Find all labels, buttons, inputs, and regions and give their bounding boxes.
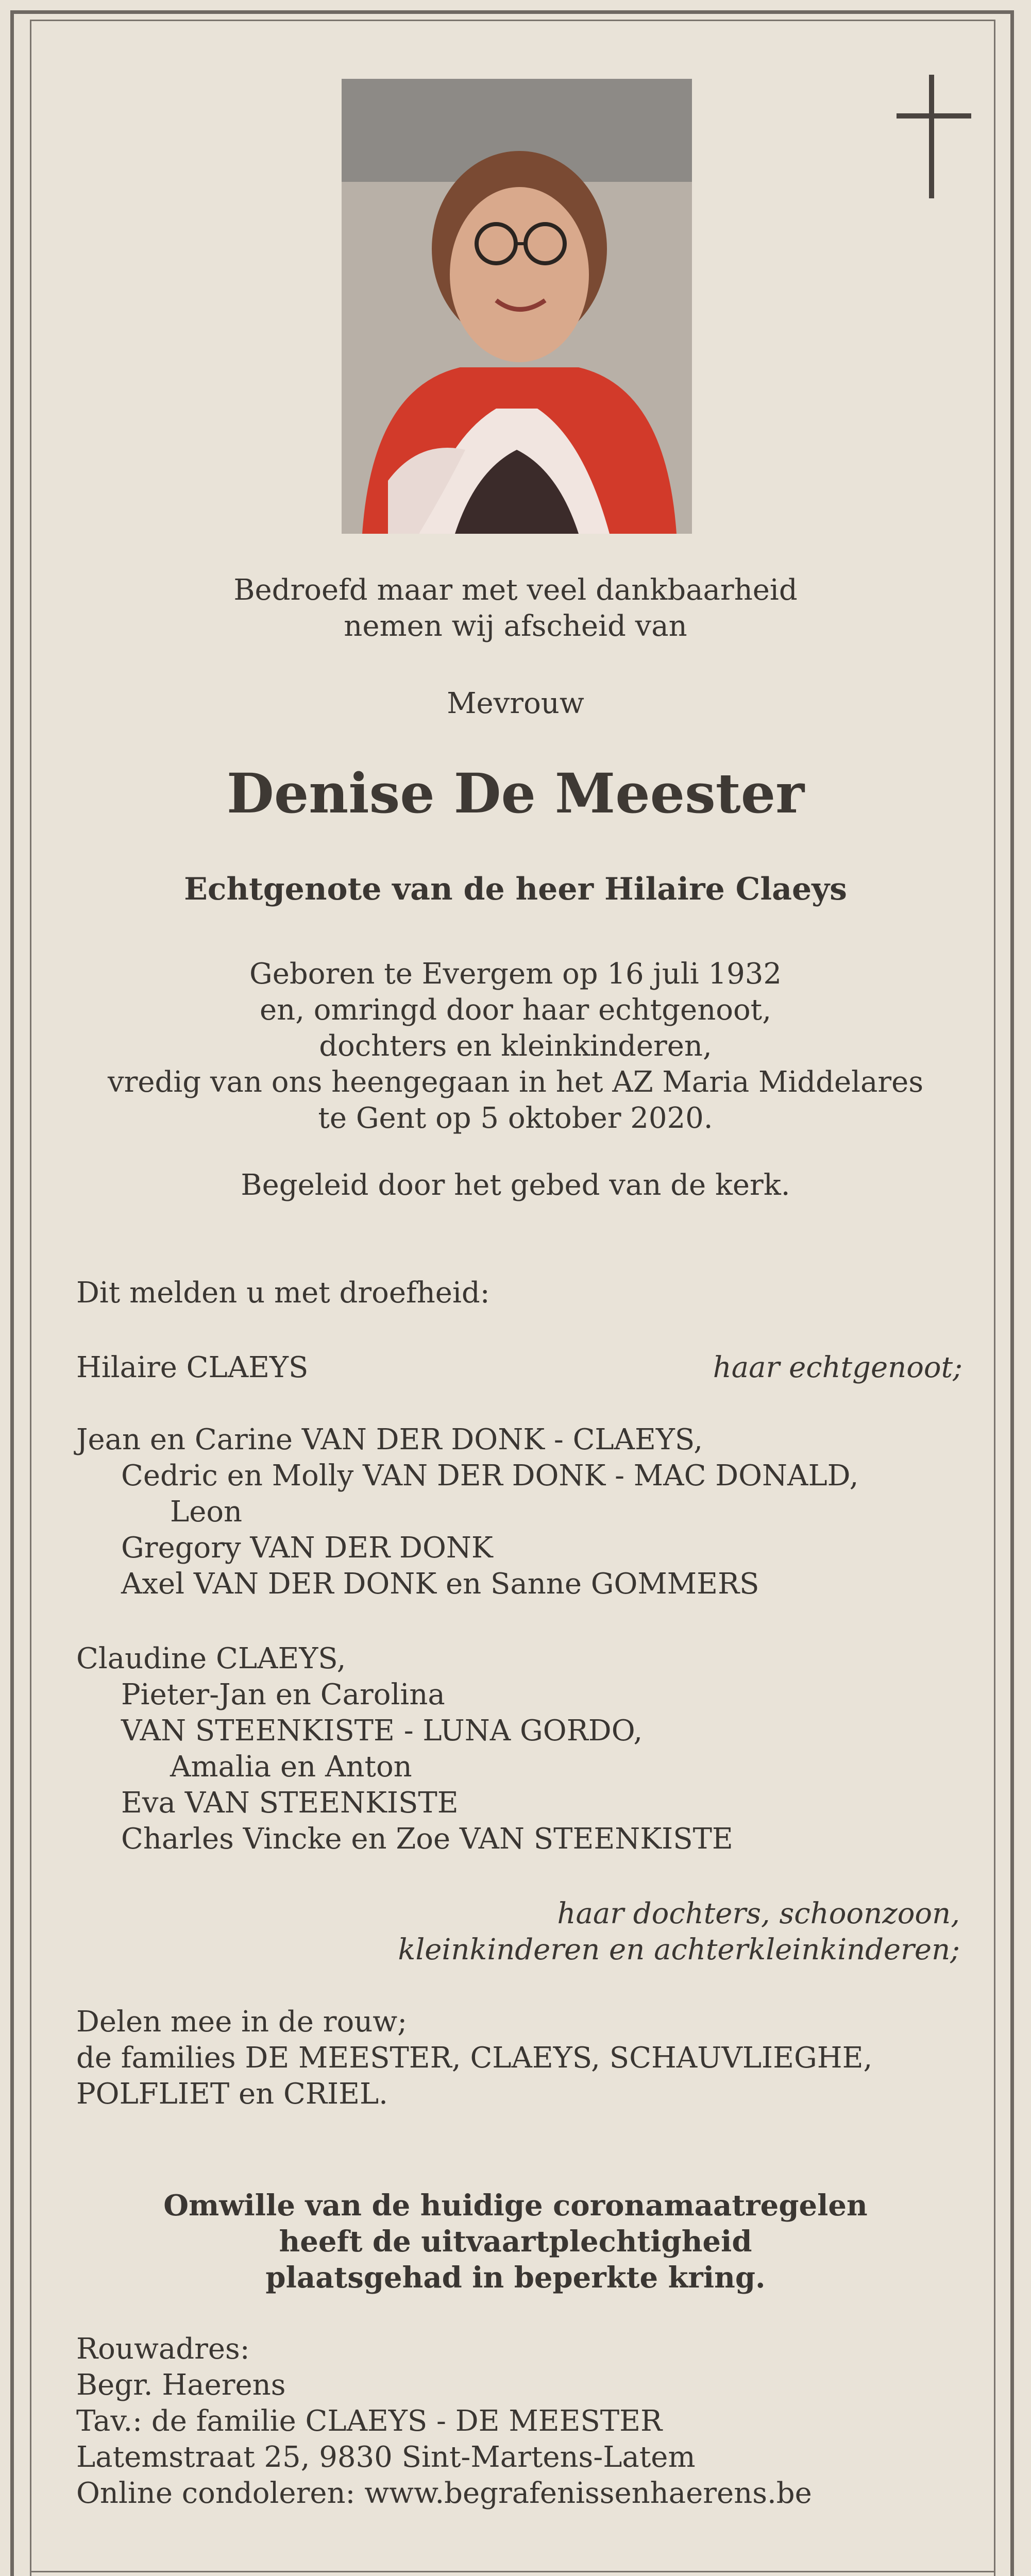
family-roles-line-2: kleinkinderen en achterkleinkinderen; [398, 1933, 960, 1967]
intro-line-2: nemen wij afscheid van [344, 609, 687, 643]
family2-line-3: VAN STEENKISTE - LUNA GORDO, [121, 1714, 643, 1748]
family1-line-5: Axel VAN DER DONK en Sanne GOMMERS [121, 1567, 759, 1601]
cross-icon [897, 75, 971, 198]
birth-line-5: te Gent op 5 oktober 2020. [318, 1101, 713, 1135]
spouse-line: Echtgenote van de heer Hilaire Claeys [184, 871, 847, 907]
birth-line-3: dochters en kleinkinderen, [319, 1029, 712, 1063]
birth-line-1: Geboren te Evergem op 16 juli 1932 [249, 957, 782, 991]
family2-line-2: Pieter-Jan en Carolina [121, 1678, 445, 1711]
birth-line-4: vredig van ons heengegaan in het AZ Maria Middelares [107, 1065, 924, 1099]
family1-line-4: Gregory VAN DER DONK [121, 1531, 493, 1565]
address-line-4: Latemstraat 25, 9830 Sint-Martens-Latem [76, 2441, 696, 2474]
intro-line-1: Bedroefd maar met veel dankbaarheid [233, 573, 798, 607]
family2-line-5: Eva VAN STEENKISTE [121, 1786, 459, 1820]
footer-divider [30, 2571, 995, 2572]
church-line: Begeleid door het gebed van de kerk. [241, 1168, 790, 1202]
deceased-name: Denise De Meester [226, 761, 805, 825]
salutation: Mevrouw [447, 687, 584, 720]
address-line-1: Rouwadres: [76, 2332, 250, 2366]
family2-line-6: Charles Vincke en Zoe VAN STEENKISTE [121, 1822, 733, 1856]
husband-role: haar echtgenoot; [713, 1351, 962, 1384]
mourning-line-2: de families DE MEESTER, CLAEYS, SCHAUVLIEGHE, [76, 2041, 873, 2075]
husband-row [76, 1350, 962, 1386]
family1-line-1: Jean en Carine VAN DER DONK - CLAEYS, [76, 1423, 703, 1456]
family-roles-line-1: haar dochters, schoonzoon, [557, 1897, 960, 1930]
birth-line-2: en, omringd door haar echtgenoot, [260, 993, 771, 1027]
mourning-line-3: POLFLIET en CRIEL. [76, 2077, 388, 2111]
announce-line: Dit melden u met droefheid: [76, 1276, 490, 1310]
portrait-photo [342, 79, 692, 534]
notice-line-1: Omwille van de huidige coronamaatregelen [163, 2189, 868, 2223]
mourning-line-1: Delen mee in de rouw; [76, 2005, 408, 2039]
family2-line-1: Claudine CLAEYS, [76, 1642, 346, 1675]
address-line-5: Online condoleren: www.begrafenissenhaerens.be [76, 2477, 812, 2510]
address-line-3: Tav.: de familie CLAEYS - DE MEESTER [76, 2404, 663, 2438]
notice-line-2: heeft de uitvaartplechtigheid [279, 2225, 752, 2259]
address-line-2: Begr. Haerens [76, 2368, 286, 2402]
notice-line-3: plaatsgehad in beperkte kring. [265, 2261, 766, 2295]
husband-name: Hilaire CLAEYS [76, 1351, 309, 1384]
family2-line-4: Amalia en Anton [170, 1750, 412, 1784]
family1-line-3: Leon [170, 1495, 243, 1529]
family1-line-2: Cedric en Molly VAN DER DONK - MAC DONALD, [121, 1459, 859, 1493]
